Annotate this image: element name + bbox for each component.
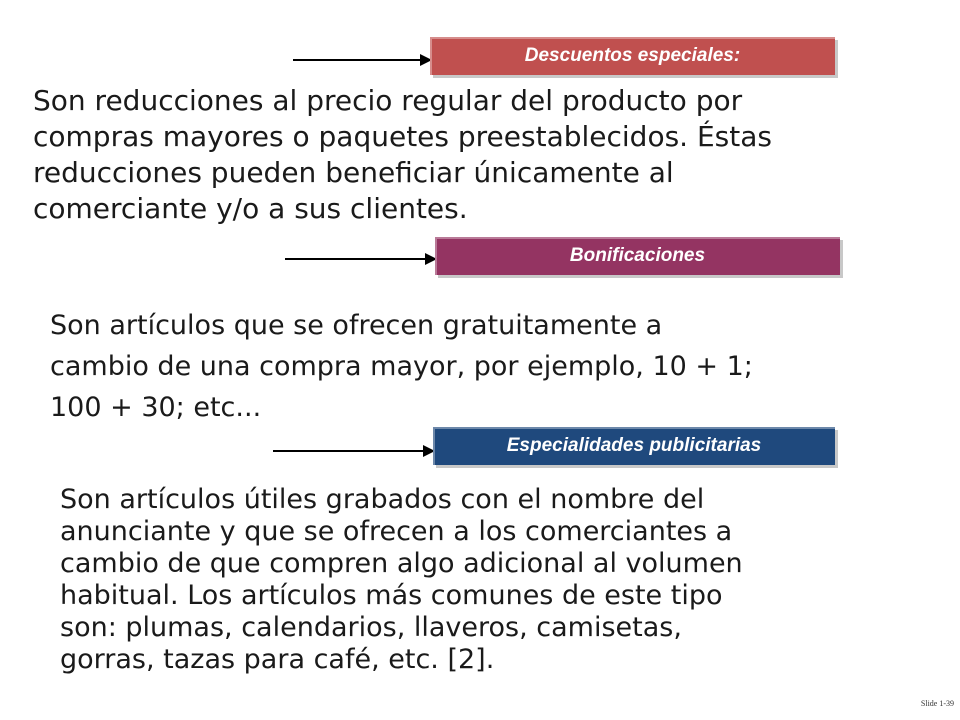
arrow-3 [273,450,433,452]
arrow-2 [285,258,435,260]
slide-number: Slide 1-39 [920,699,954,708]
paragraph-descuentos: Son reducciones al precio regular del producto por compras mayores o paquetes preestablecidos. Éstas reducciones pueden beneficiar únicamente al comerciante y/o a sus clientes. [33,84,772,225]
banner-especialidades-publicitarias: Especialidades publicitarias [433,427,835,465]
arrow-1 [293,59,430,61]
banner-descuentos-especiales: Descuentos especiales: [430,37,835,75]
paragraph-bonificaciones: Son artículos que se ofrecen gratuitamente a cambio de una compra mayor, por ejemplo, 10 + 1; 100 + 30; etc... [50,310,753,423]
banner-bonificaciones: Bonificaciones [435,237,840,275]
paragraph-especialidades: Son artículos útiles grabados con el nombre del anunciante y que se ofrecen a los comerciantes a cambio de que compren algo adicional al volumen habitual. Los artículos más comunes de este tipo son: plumas, calendarios, llaveros, camisetas, gorras, tazas para café, etc. [2]. [60,484,743,675]
